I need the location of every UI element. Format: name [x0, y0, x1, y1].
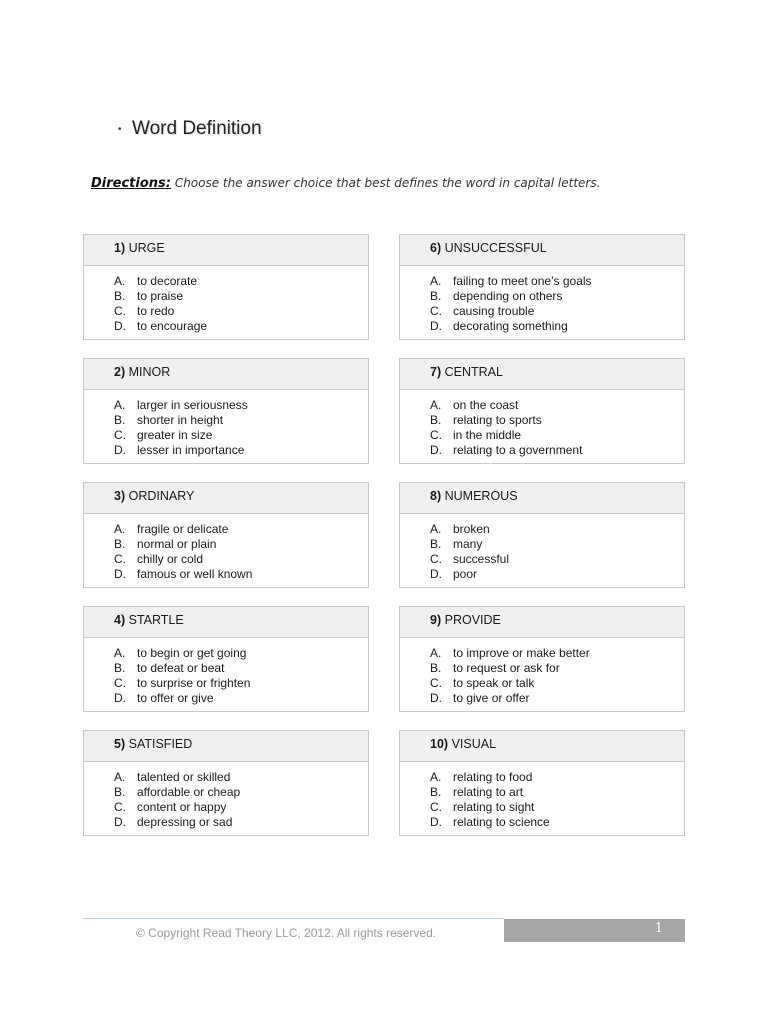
question-card [83, 606, 369, 712]
question-number: 5) [114, 737, 126, 751]
option-letter: D. [114, 319, 126, 333]
questions-column-right [399, 234, 685, 854]
question-word: NUMEROUS [444, 489, 518, 503]
answer-option[interactable] [430, 413, 684, 428]
answer-option[interactable] [114, 289, 368, 304]
option-text: to begin or get going [137, 646, 247, 660]
question-card [399, 358, 685, 464]
option-letter: C. [114, 304, 126, 318]
option-letter: B. [430, 289, 442, 303]
option-text: larger in seriousness [137, 398, 248, 412]
page-title: Word Definition [132, 118, 262, 139]
option-letter: D. [430, 443, 442, 457]
option-letter: B. [114, 537, 126, 551]
question-word: PROVIDE [444, 613, 501, 627]
option-text: broken [453, 522, 490, 536]
question-header [400, 359, 684, 390]
option-letter: D. [430, 815, 442, 829]
option-text: depending on others [453, 289, 563, 303]
option-letter: C. [430, 428, 442, 442]
option-letter: A. [114, 770, 126, 784]
question-number: 1) [114, 241, 126, 255]
question-card [83, 358, 369, 464]
question-word: UNSUCCESSFUL [444, 241, 547, 255]
footer-copyright: © Copyright Read Theory LLC, 2012. All rights reserved. [136, 926, 437, 940]
option-text: to offer or give [137, 691, 214, 705]
option-letter: B. [430, 537, 442, 551]
option-text: famous or well known [137, 567, 253, 581]
option-letter: C. [114, 552, 126, 566]
option-text: to defeat or beat [137, 661, 225, 675]
answer-option[interactable] [114, 785, 368, 800]
answer-option[interactable] [114, 646, 368, 661]
option-text: talented or skilled [137, 770, 231, 784]
question-number: 3) [114, 489, 126, 503]
option-letter: A. [114, 646, 126, 660]
option-text: to request or ask for [453, 661, 560, 675]
option-text: successful [453, 552, 510, 566]
answer-options [400, 390, 684, 458]
answer-option[interactable] [430, 770, 684, 785]
question-word: CENTRAL [444, 365, 503, 379]
answer-option[interactable] [114, 770, 368, 785]
answer-option[interactable] [430, 274, 684, 289]
option-text: to surprise or frighten [137, 676, 251, 690]
option-text: fragile or delicate [137, 522, 229, 536]
answer-option[interactable] [114, 815, 368, 830]
footer-divider [83, 918, 504, 919]
question-header [84, 235, 368, 266]
option-text: to improve or make better [453, 646, 590, 660]
option-text: in the middle [453, 428, 522, 442]
option-text: decorating something [453, 319, 568, 333]
question-header [84, 607, 368, 638]
question-header [400, 483, 684, 514]
option-letter: A. [430, 398, 442, 412]
question-word: ORDINARY [128, 489, 195, 503]
answer-option[interactable] [114, 676, 368, 691]
directions [91, 176, 600, 191]
answer-option[interactable] [114, 691, 368, 706]
answer-option[interactable] [430, 552, 684, 567]
answer-options [84, 638, 368, 706]
option-letter: D. [430, 319, 442, 333]
answer-options [84, 762, 368, 830]
option-text: to praise [137, 289, 184, 303]
option-letter: B. [430, 785, 442, 799]
answer-option[interactable] [114, 443, 368, 458]
option-letter: D. [430, 691, 442, 705]
answer-option[interactable] [430, 304, 684, 319]
option-text: affordable or cheap [137, 785, 241, 799]
option-letter: C. [114, 428, 126, 442]
question-card [399, 606, 685, 712]
question-card [83, 730, 369, 836]
option-text: chilly or cold [137, 552, 204, 566]
option-text: relating to sports [453, 413, 542, 427]
answer-option[interactable] [114, 398, 368, 413]
option-letter: B. [430, 661, 442, 675]
answer-option[interactable] [430, 661, 684, 676]
answer-options [84, 390, 368, 458]
answer-options [84, 514, 368, 582]
option-letter: A. [430, 770, 442, 784]
option-text: normal or plain [137, 537, 217, 551]
question-header [84, 483, 368, 514]
question-header [400, 235, 684, 266]
question-number: 2) [114, 365, 126, 379]
answer-option[interactable] [430, 289, 684, 304]
question-number: 10) [430, 737, 449, 751]
answer-options [400, 266, 684, 334]
option-text: lesser in importance [137, 443, 245, 457]
question-card [399, 730, 685, 836]
question-word: STARTLE [128, 613, 184, 627]
option-letter: B. [114, 785, 126, 799]
option-letter: A. [430, 274, 442, 288]
question-header [400, 607, 684, 638]
page-number: 1 [654, 921, 663, 936]
option-letter: D. [114, 567, 126, 581]
answer-option[interactable] [114, 800, 368, 815]
option-letter: C. [114, 676, 126, 690]
answer-option[interactable] [114, 552, 368, 567]
option-letter: C. [430, 676, 442, 690]
answer-option[interactable] [114, 428, 368, 443]
answer-option[interactable] [114, 537, 368, 552]
answer-option[interactable] [430, 443, 684, 458]
answer-option[interactable] [430, 785, 684, 800]
option-letter: A. [430, 646, 442, 660]
option-letter: D. [114, 443, 126, 457]
option-text: relating to sight [453, 800, 535, 814]
answer-option[interactable] [430, 398, 684, 413]
option-letter: B. [114, 289, 126, 303]
question-word: VISUAL [451, 737, 497, 751]
option-letter: A. [430, 522, 442, 536]
question-header [84, 731, 368, 762]
question-header [84, 359, 368, 390]
option-letter: A. [114, 398, 126, 412]
answer-options [400, 638, 684, 706]
question-word: SATISFIED [128, 737, 193, 751]
option-letter: A. [114, 274, 126, 288]
option-letter: A. [114, 522, 126, 536]
option-letter: C. [114, 800, 126, 814]
answer-option[interactable] [430, 567, 684, 582]
answer-option[interactable] [430, 537, 684, 552]
directions-label: Directions: [91, 176, 171, 191]
answer-options [84, 266, 368, 334]
page-heading [118, 118, 262, 140]
option-letter: B. [430, 413, 442, 427]
option-text: poor [453, 567, 478, 581]
option-text: to speak or talk [453, 676, 535, 690]
answer-option[interactable] [114, 567, 368, 582]
question-number: 7) [430, 365, 442, 379]
option-text: to redo [137, 304, 175, 318]
option-text: failing to meet one’s goals [453, 274, 592, 288]
answer-option[interactable] [114, 413, 368, 428]
option-text: depressing or sad [137, 815, 233, 829]
option-text: relating to art [453, 785, 524, 799]
answer-option[interactable] [430, 522, 684, 537]
option-letter: B. [114, 661, 126, 675]
option-text: content or happy [137, 800, 227, 814]
question-card [83, 482, 369, 588]
question-word: MINOR [128, 365, 171, 379]
answer-option[interactable] [430, 691, 684, 706]
option-text: to decorate [137, 274, 198, 288]
question-number: 8) [430, 489, 442, 503]
answer-option[interactable] [114, 522, 368, 537]
answer-option[interactable] [430, 676, 684, 691]
option-text: to give or offer [453, 691, 530, 705]
answer-option[interactable] [430, 319, 684, 334]
option-text: greater in size [137, 428, 213, 442]
option-text: causing trouble [453, 304, 535, 318]
option-text: on the coast [453, 398, 519, 412]
option-letter: D. [114, 815, 126, 829]
option-text: to encourage [137, 319, 208, 333]
option-letter: C. [430, 304, 442, 318]
question-card [399, 482, 685, 588]
questions-column-left [83, 234, 369, 854]
answer-options [400, 762, 684, 830]
answer-option[interactable] [114, 304, 368, 319]
option-letter: C. [430, 552, 442, 566]
question-number: 6) [430, 241, 442, 255]
question-word: URGE [128, 241, 165, 255]
option-text: relating to science [453, 815, 550, 829]
option-letter: C. [430, 800, 442, 814]
question-card [83, 234, 369, 340]
directions-text: Choose the answer choice that best defines the word in capital letters. [174, 176, 601, 190]
answer-option[interactable] [430, 428, 684, 443]
option-text: shorter in height [137, 413, 224, 427]
option-text: relating to food [453, 770, 533, 784]
option-text: relating to a government [453, 443, 583, 457]
question-number: 4) [114, 613, 126, 627]
option-letter: D. [430, 567, 442, 581]
answer-option[interactable] [114, 274, 368, 289]
answer-option[interactable] [430, 815, 684, 830]
option-letter: B. [114, 413, 126, 427]
option-letter: D. [114, 691, 126, 705]
answer-option[interactable] [430, 800, 684, 815]
answer-options [400, 514, 684, 582]
question-card [399, 234, 685, 340]
page-number-box [504, 919, 685, 942]
answer-option[interactable] [114, 661, 368, 676]
question-header [400, 731, 684, 762]
answer-option[interactable] [114, 319, 368, 334]
bullet-icon: • [118, 123, 122, 135]
answer-option[interactable] [430, 646, 684, 661]
question-number: 9) [430, 613, 442, 627]
option-text: many [453, 537, 483, 551]
